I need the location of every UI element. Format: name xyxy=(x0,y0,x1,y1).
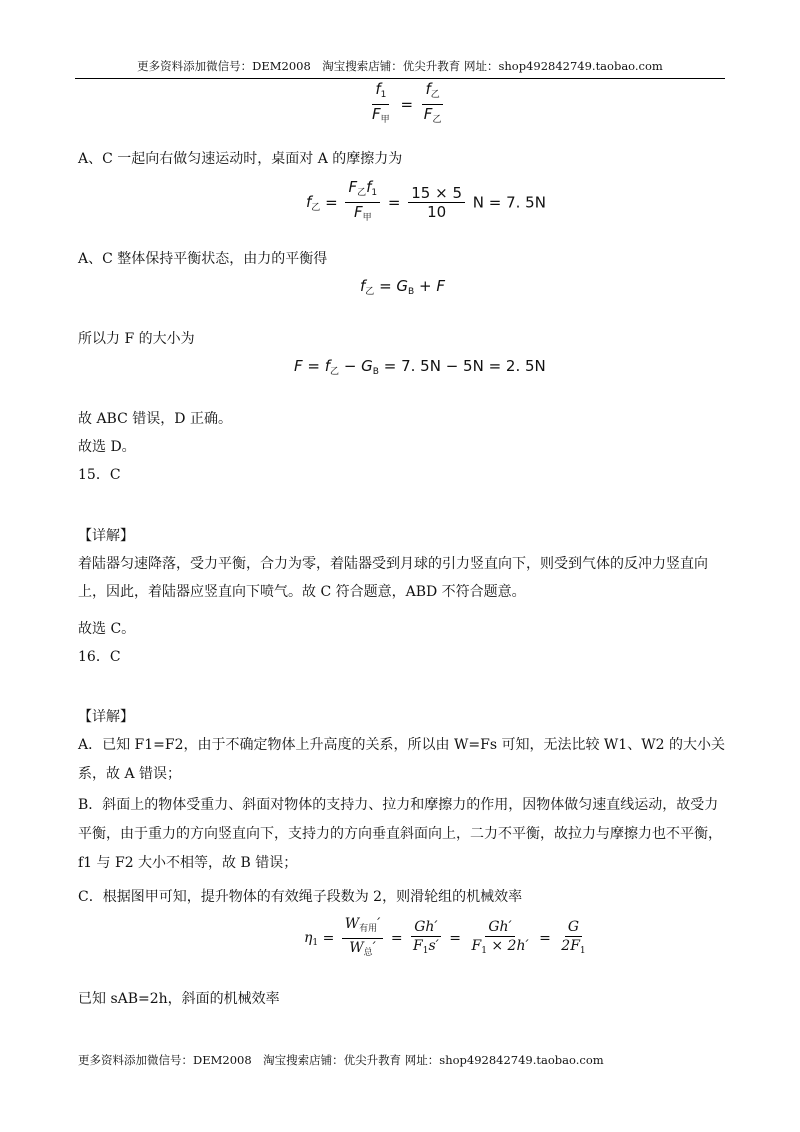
text-line-answer-d: 故选 D。 xyxy=(78,439,136,455)
page-footer: 更多资料添加微信号：DEM2008 淘宝搜索店铺：优尖升教育 网址：shop492842749.taobao.com xyxy=(78,1053,604,1067)
text-line-friction-intro: A、C 一起向右做匀速运动时，桌面对 A 的摩擦力为 xyxy=(78,151,403,167)
explanation-16-a: A．已知 F1=F2，由于不确定物体上升高度的关系，所以由 W=Fs 可知，无法比较 W1、W2 的大小关系，故 A 错误； xyxy=(78,737,725,782)
text-line-incline: 已知 sAB=2h，斜面的机械效率 xyxy=(78,991,280,1007)
question-16-answer: 16．C xyxy=(78,649,121,665)
balance-equation: $f_乙 = G_B + F$ xyxy=(360,277,445,297)
efficiency-equation: $\eta_1$ = $\frac{W_{有用}'}{W_总'}$ = $\frac{Gh'}{F_1s'}$ = $\frac{Gh'}{F_1 \times 2h'}$ = $\frac{G}{2F_1}$ xyxy=(304,916,586,958)
ratio-equation: $\frac{f_1}{F_甲}$ = $\frac{f_乙}{F_乙}$ xyxy=(372,80,442,125)
detail-heading-16: 【详解】 xyxy=(78,709,134,725)
friction-equation: $f_乙$ = $\frac{F_乙f_1}{F_甲}$ = $\frac{15 \times 5}{10}$ N = 7. 5N xyxy=(306,178,546,223)
text-line-balance: A、C 整体保持平衡状态，由力的平衡得 xyxy=(78,251,328,267)
detail-heading-15: 【详解】 xyxy=(78,528,134,544)
question-15-answer: 15．C xyxy=(78,467,121,483)
page-header: 更多资料添加微信号：DEM2008 淘宝搜索店铺：优尖升教育 网址：shop492842749.taobao.com xyxy=(75,58,725,79)
explanation-16-c: C．根据图甲可知，提升物体的有效绳子段数为 2，则滑轮组的机械效率 xyxy=(78,889,523,905)
explanation-16-b: B．斜面上的物体受重力、斜面对物体的支持力、拉力和摩擦力的作用，因物体做匀速直线运动，故受力平衡，由于重力的方向竖直向下，支持力的方向垂直斜面向上，二力不平衡，故拉力与摩擦力也不平衡，f1 与 F2 大小不相等，故 B 错误； xyxy=(78,797,722,871)
text-line-force-size: 所以力 F 的大小为 xyxy=(78,331,195,347)
text-line-answer-c: 故选 C。 xyxy=(78,621,136,637)
text-line-conclusion: 故 ABC 错误，D 正确。 xyxy=(78,411,232,427)
explanation-15: 着陆器匀速降落，受力平衡，合力为零，着陆器受到月球的引力竖直向下，则受到气体的反冲力竖直向上，因此，着陆器应竖直向下喷气。故 C 符合题意，ABD 不符合题意。 xyxy=(78,556,708,600)
force-equation: $F = f_乙 - G_B = 7$. 5N − 5N = 2. 5N xyxy=(294,357,546,377)
